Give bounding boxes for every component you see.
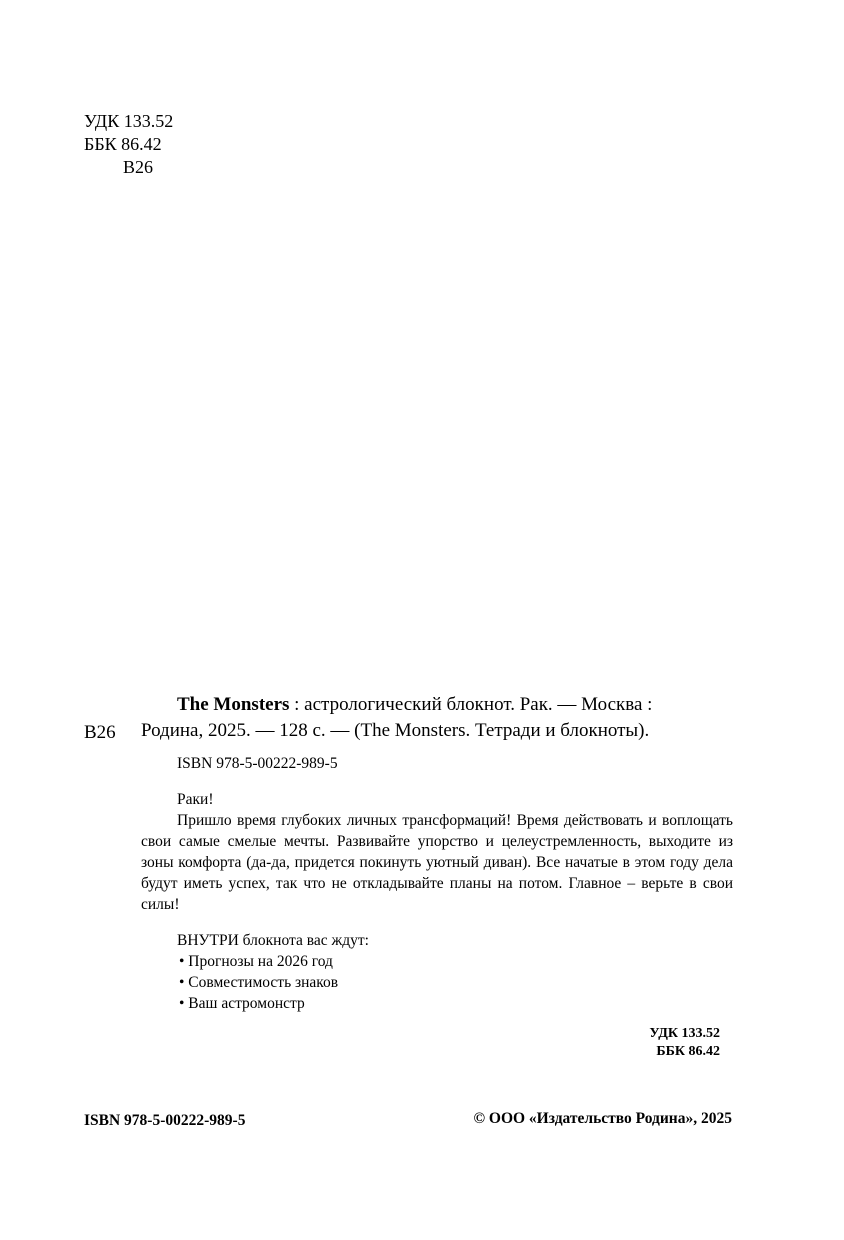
footer-isbn: ISBN 978-5-00222-989-5 bbox=[84, 1112, 246, 1129]
annotation-body: Пришло время глубоких личных трансформаций! Время действовать и воплощать свои самые смелые мечты. Развивайте упорство и целеустремленность, выходите из зоны комфорта (да-да, придется покинуть уютный диван). Все начатые в этом году дела будут иметь успех, так что не откладывайте планы на потом. Главное – верьте в свои силы! bbox=[141, 812, 733, 913]
annotation-greeting: Раки! bbox=[177, 791, 214, 808]
inside-item-forecasts: • Прогнозы на 2026 год bbox=[179, 953, 333, 970]
book-title: The Monsters bbox=[177, 694, 290, 715]
isbn-bib: ISBN 978-5-00222-989-5 bbox=[177, 755, 338, 772]
author-sign-top: В26 bbox=[123, 157, 154, 177]
bib-line-2: Родина, 2025. — 128 с. — (The Monsters. Тетради и блокноты). bbox=[141, 720, 650, 741]
inside-item-compatibility: • Совместимость знаков bbox=[179, 974, 339, 991]
copyright: © ООО «Издательство Родина», 2025 bbox=[473, 1110, 732, 1127]
bib-line-1 bbox=[177, 692, 652, 718]
udk-code-bottom: УДК 133.52 bbox=[649, 1026, 720, 1041]
bbk-code-top: ББК 86.42 bbox=[84, 134, 162, 154]
udk-code-top: УДК 133.52 bbox=[84, 111, 174, 131]
annotation bbox=[141, 789, 733, 915]
bbk-code-bottom: ББК 86.42 bbox=[656, 1044, 720, 1059]
bib-line-1-rest: : астрологический блокнот. Рак. — Москва : bbox=[289, 694, 653, 715]
inside-heading: ВНУТРИ блокнота вас ждут: bbox=[177, 932, 369, 949]
author-sign: В26 bbox=[84, 722, 116, 743]
inside-item-astromonster: • Ваш астромонстр bbox=[179, 995, 305, 1012]
